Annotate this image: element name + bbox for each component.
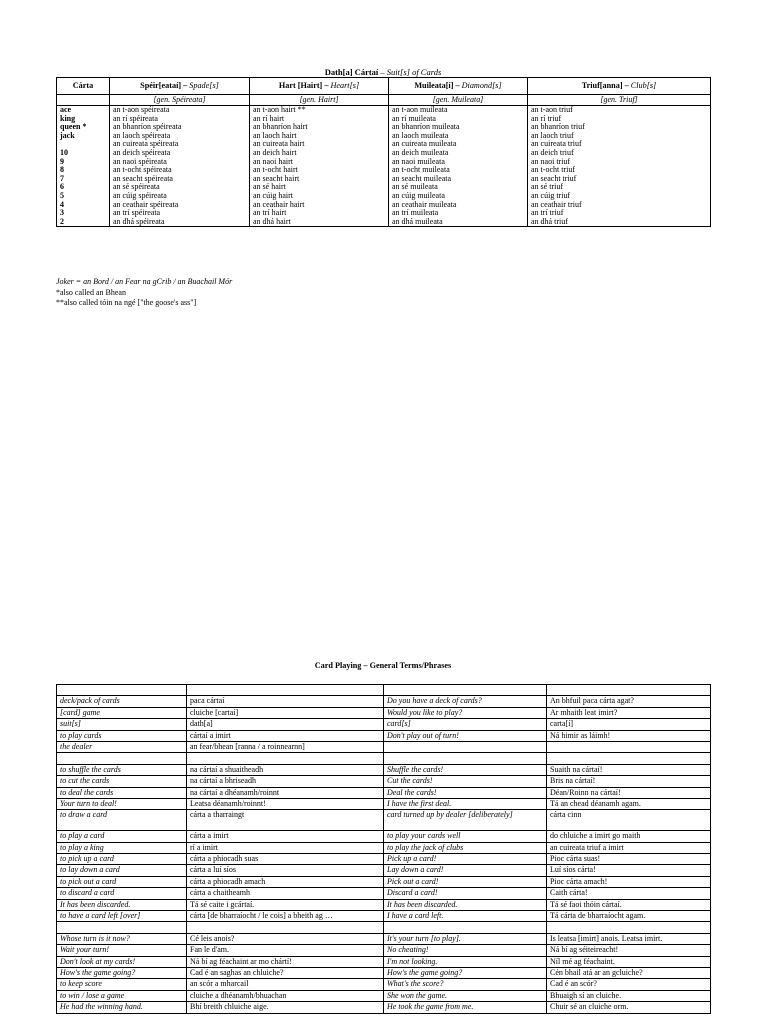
irish-phrase-cell: Leatsa déanamh/roinnt! — [187, 798, 384, 809]
irish-phrase-cell: paca cártaí — [187, 696, 384, 707]
card-name-cell: an rí spéireata — [110, 115, 250, 124]
card-name-cell: an ceathair muileata — [389, 201, 528, 210]
card-name-cell: an deich triuf — [528, 149, 711, 158]
card-name-cell: an ceathair hairt — [250, 201, 389, 210]
suits-table-body — [57, 106, 711, 227]
rank-cell: 10 — [57, 149, 110, 158]
irish-phrase-cell: cártaí a imirt — [187, 730, 384, 741]
card-name-cell: an sé triuf — [528, 183, 711, 192]
irish-phrase-cell: An bhfuil paca cárta agat? — [547, 696, 711, 707]
english-phrase-cell: to cut the cards — [57, 776, 187, 787]
english-phrase-cell: Pick up a card! — [384, 854, 547, 865]
english-phrase-cell: to pick out a card — [57, 876, 187, 887]
irish-phrase-cell: Tá sé caite i gcártaí. — [187, 899, 384, 910]
phrase-row — [57, 685, 711, 696]
suit-row — [57, 166, 711, 175]
english-phrase-cell: to keep score — [57, 979, 187, 990]
irish-phrase-cell: dath[a] — [187, 719, 384, 730]
phrase-row — [57, 798, 711, 809]
english-phrase-cell: It's your turn [to play]. — [384, 933, 547, 944]
irish-phrase-cell — [547, 741, 711, 752]
phrase-row — [57, 854, 711, 865]
card-name-cell: an t-ocht triuf — [528, 166, 711, 175]
english-phrase-cell: to pick up a card — [57, 854, 187, 865]
irish-phrase-cell: na cártaí a dhéanamh/roinnt — [187, 787, 384, 798]
card-name-cell: an rí muileata — [389, 115, 528, 124]
english-phrase-cell: No cheating! — [384, 945, 547, 956]
card-name-cell: an naoi hairt — [250, 158, 389, 167]
rank-cell: 5 — [57, 192, 110, 201]
english-phrase-cell: card[s] — [384, 719, 547, 730]
english-phrase-cell: [card] game — [57, 707, 187, 718]
irish-phrase-cell: an fear/bhean [ranna / a roinnearnn] — [187, 741, 384, 752]
english-phrase-cell — [384, 753, 547, 764]
english-phrase-cell: Deal the cards! — [384, 787, 547, 798]
suit-row — [57, 123, 711, 132]
english-phrase-cell: to play a card — [57, 831, 187, 842]
english-phrase-cell: Do you have a deck of cards? — [384, 696, 547, 707]
card-name-cell: an laoch triuf — [528, 132, 711, 141]
english-phrase-cell: to have a card left [over] — [57, 911, 187, 922]
card-name-cell: an seacht hairt — [250, 175, 389, 184]
card-name-cell: an bhanríon spéireata — [110, 123, 250, 132]
irish-phrase-cell: Cé leis anois? — [187, 933, 384, 944]
rank-cell: 8 — [57, 166, 110, 175]
irish-phrase-cell: Pioc cárta amach! — [547, 876, 711, 887]
english-phrase-cell: Don't look at my cards! — [57, 956, 187, 967]
card-name-cell: an ceathair spéireata — [110, 201, 250, 210]
irish-phrase-cell: Tá an chead déanamh agam. — [547, 798, 711, 809]
phrase-row — [57, 899, 711, 910]
english-phrase-cell: to play a king — [57, 842, 187, 853]
english-phrase-cell: Lay down a card! — [384, 865, 547, 876]
card-name-cell: an cúig triuf — [528, 192, 711, 201]
irish-phrase-cell — [547, 753, 711, 764]
english-phrase-cell: to play the jack of clubs — [384, 842, 547, 853]
phrase-row — [57, 741, 711, 752]
english-phrase-cell: What's the score? — [384, 979, 547, 990]
phrase-row — [57, 1002, 711, 1013]
header-diamonds: Muileata[í] – Diamond[s] — [389, 78, 528, 95]
irish-phrase-cell: Níl mé ag féachaint. — [547, 956, 711, 967]
card-name-cell: an rí hairt — [250, 115, 389, 124]
genitive-cell: [gen. Triuf] — [528, 95, 711, 106]
irish-phrase-cell — [187, 922, 384, 933]
card-name-cell: an sé spéireata — [110, 183, 250, 192]
card-name-cell: an naoi spéireata — [110, 158, 250, 167]
irish-phrase-cell: Cad é an scór? — [547, 979, 711, 990]
irish-phrase-cell: Ná himir as láimh! — [547, 730, 711, 741]
english-phrase-cell: It has been discarded. — [384, 899, 547, 910]
card-name-cell: an dhá hairt — [250, 218, 389, 227]
english-phrase-cell: He took the game from me. — [384, 1002, 547, 1013]
card-name-cell: an seacht spéireata — [110, 175, 250, 184]
english-phrase-cell: to play cards — [57, 730, 187, 741]
note-ace-hearts: **also called tóin na ngé ["the goose's ass"] — [56, 298, 197, 307]
phrase-row — [57, 990, 711, 1001]
suits-title-irish: Dath[a] Cártaí — [324, 67, 379, 77]
english-phrase-cell: to shuffle the cards — [57, 764, 187, 775]
rank-cell: 2 — [57, 218, 110, 227]
card-name-cell: an t-aon hairt ** — [250, 106, 389, 115]
suits-title-sep: – — [378, 67, 387, 77]
rank-cell: 6 — [57, 183, 110, 192]
card-name-cell: an bhanríon muileata — [389, 123, 528, 132]
suit-row — [57, 183, 711, 192]
phrase-row — [57, 764, 711, 775]
irish-phrase-cell: Fan le d'am. — [187, 945, 384, 956]
irish-phrase-cell: Luí síos cárta! — [547, 865, 711, 876]
irish-phrase-cell: cárta a imirt — [187, 831, 384, 842]
card-name-cell: an seacht muileata — [389, 175, 528, 184]
english-phrase-cell: to lay down a card — [57, 865, 187, 876]
english-phrase-cell: I have a card left. — [384, 911, 547, 922]
card-name-cell: an trí muileata — [389, 209, 528, 218]
irish-phrase-cell: Ná bí ag séiteireacht! — [547, 945, 711, 956]
english-phrase-cell: Whose turn is it now? — [57, 933, 187, 944]
phrase-row — [57, 831, 711, 842]
card-name-cell: an laoch spéireata — [110, 132, 250, 141]
suits-table — [56, 77, 711, 227]
card-name-cell: an t-aon spéireata — [110, 106, 250, 115]
suits-title-english: Suit[s] of Cards — [386, 67, 442, 77]
card-name-cell: an sé hairt — [250, 183, 389, 192]
notes — [56, 277, 232, 309]
irish-phrase-cell: Bhuaigh sí an cluiche. — [547, 990, 711, 1001]
english-phrase-cell: Wait your turn! — [57, 945, 187, 956]
suits-table-title — [56, 67, 710, 77]
irish-phrase-cell: na cártaí a shuaitheadh — [187, 764, 384, 775]
phrase-row — [57, 719, 711, 730]
rank-cell: 3 — [57, 209, 110, 218]
rank-cell: ace — [57, 106, 110, 115]
card-name-cell: an naoi muileata — [389, 158, 528, 167]
english-phrase-cell: I'm not looking. — [384, 956, 547, 967]
phrase-row — [57, 888, 711, 899]
phrase-row — [57, 707, 711, 718]
suit-row — [57, 106, 711, 115]
header-spades: Spéir[eataí] – Spade[s] — [110, 78, 250, 95]
suit-row — [57, 132, 711, 141]
card-name-cell: an deich hairt — [250, 149, 389, 158]
rank-cell: 9 — [57, 158, 110, 167]
card-name-cell: an rí triuf — [528, 115, 711, 124]
rank-cell: 7 — [57, 175, 110, 184]
english-phrase-cell: Don't play out of turn! — [384, 730, 547, 741]
suit-row — [57, 218, 711, 227]
english-phrase-cell: I have the first deal. — [384, 798, 547, 809]
irish-phrase-cell: carta[í] — [547, 719, 711, 730]
phrase-row — [57, 776, 711, 787]
english-phrase-cell: the dealer — [57, 741, 187, 752]
english-phrase-cell: Shuffle the cards! — [384, 764, 547, 775]
card-name-cell: an t-ocht spéireata — [110, 166, 250, 175]
card-name-cell: an cuireata muileata — [389, 140, 528, 149]
card-name-cell: an bhanríon triuf — [528, 123, 711, 132]
card-name-cell: an seacht triuf — [528, 175, 711, 184]
english-phrase-cell — [57, 753, 187, 764]
english-phrase-cell: card turned up by dealer [deliberately] — [384, 810, 547, 831]
phrase-row — [57, 945, 711, 956]
card-name-cell: an cuireata triuf — [528, 140, 711, 149]
suit-row — [57, 140, 711, 149]
english-phrase-cell: It has been discarded. — [57, 899, 187, 910]
irish-phrase-cell: Bhí breith chluiche aige. — [187, 1002, 384, 1013]
card-name-cell: an cúig spéireata — [110, 192, 250, 201]
rank-cell: queen * — [57, 123, 110, 132]
phrase-row — [57, 933, 711, 944]
header-hearts: Hart [Hairt] – Heart[s] — [250, 78, 389, 95]
english-phrase-cell: He had the winning hand. — [57, 1002, 187, 1013]
card-name-cell: an deich spéireata — [110, 149, 250, 158]
card-name-cell: an sé muileata — [389, 183, 528, 192]
english-phrase-cell: to deal the cards — [57, 787, 187, 798]
genitive-cell: [gen. Spéireata] — [110, 95, 250, 106]
phrase-row — [57, 810, 711, 831]
phrase-row — [57, 753, 711, 764]
rank-cell: king — [57, 115, 110, 124]
english-phrase-cell: Your turn to deal! — [57, 798, 187, 809]
card-name-cell: an naoi triuf — [528, 158, 711, 167]
irish-phrase-cell: cluiche [cartaí] — [187, 707, 384, 718]
irish-phrase-cell: Déan/Roinn na cártaí! — [547, 787, 711, 798]
card-name-cell: an cuireata spéireata — [110, 140, 250, 149]
card-name-cell: an trí hairt — [250, 209, 389, 218]
english-phrase-cell: She won the game. — [384, 990, 547, 1001]
irish-phrase-cell: cárta a phiocadh amach — [187, 876, 384, 887]
irish-phrase-cell: Bris na cártaí! — [547, 776, 711, 787]
english-phrase-cell — [384, 741, 547, 752]
irish-phrase-cell: cárta cinn — [547, 810, 711, 831]
irish-phrase-cell: do chluiche a imirt go maith — [547, 831, 711, 842]
phrase-row — [57, 911, 711, 922]
suit-row — [57, 192, 711, 201]
card-name-cell: an dhá spéireata — [110, 218, 250, 227]
english-phrase-cell: to discard a card — [57, 888, 187, 899]
phrases-table-body — [57, 685, 711, 1014]
irish-phrase-cell: cárta a phiocadh suas — [187, 854, 384, 865]
genitive-cell — [57, 95, 110, 106]
genitive-row — [57, 95, 711, 106]
suits-header-row — [57, 78, 711, 95]
card-name-cell: an t-ocht muileata — [389, 166, 528, 175]
english-phrase-cell: Discard a card! — [384, 888, 547, 899]
irish-phrase-cell — [187, 685, 384, 696]
irish-phrase-cell: cluiche a dhéanamh/bhuachan — [187, 990, 384, 1001]
phrase-row — [57, 696, 711, 707]
english-phrase-cell — [384, 922, 547, 933]
irish-phrase-cell: Cad é an saghas an chluiche? — [187, 967, 384, 978]
note-joker: Joker = an Bord / an Fear na gCrib / an Buachail Mór — [56, 277, 233, 286]
genitive-cell: [gen. Muileata] — [389, 95, 528, 106]
irish-phrase-cell: an cuireata triuf a imirt — [547, 842, 711, 853]
card-name-cell: an trí triuf — [528, 209, 711, 218]
english-phrase-cell: to draw a card — [57, 810, 187, 831]
card-name-cell: an t-ocht hairt — [250, 166, 389, 175]
irish-phrase-cell: Pioc cárta suas! — [547, 854, 711, 865]
card-name-cell: an bhanríon hairt — [250, 123, 389, 132]
suit-row — [57, 201, 711, 210]
phrases-table — [56, 684, 711, 1014]
english-phrase-cell — [57, 922, 187, 933]
english-phrase-cell — [384, 685, 547, 696]
irish-phrase-cell: cárta a luí síos — [187, 865, 384, 876]
english-phrase-cell: How's the game going? — [57, 967, 187, 978]
english-phrase-cell: deck/pack of cards — [57, 696, 187, 707]
phrase-row — [57, 842, 711, 853]
card-name-cell: an laoch muileata — [389, 132, 528, 141]
phrase-row — [57, 865, 711, 876]
irish-phrase-cell: cárta a chaitheamh — [187, 888, 384, 899]
rank-cell: jack — [57, 132, 110, 141]
suit-row — [57, 149, 711, 158]
irish-phrase-cell: Ná bí ag féachaint ar mo chártí! — [187, 956, 384, 967]
card-name-cell: an deich muileata — [389, 149, 528, 158]
irish-phrase-cell: rí a imirt — [187, 842, 384, 853]
note-queen: *also called an Bhean — [56, 287, 126, 297]
irish-phrase-cell: Tá sé faoi thóin cártaí. — [547, 899, 711, 910]
english-phrase-cell: to play your cards well — [384, 831, 547, 842]
irish-phrase-cell: an scór a mharcail — [187, 979, 384, 990]
card-name-cell: an laoch hairt — [250, 132, 389, 141]
card-name-cell: an dhá muileata — [389, 218, 528, 227]
phrase-row — [57, 922, 711, 933]
suit-row — [57, 115, 711, 124]
english-phrase-cell — [57, 685, 187, 696]
irish-phrase-cell — [547, 685, 711, 696]
irish-phrase-cell: cárta a tharraingt — [187, 810, 384, 831]
irish-phrase-cell — [187, 753, 384, 764]
irish-phrase-cell: Chuir sé an cluiche orm. — [547, 1002, 711, 1013]
english-phrase-cell: suit[s] — [57, 719, 187, 730]
phrase-row — [57, 979, 711, 990]
irish-phrase-cell — [547, 922, 711, 933]
card-name-cell: an cúig muileata — [389, 192, 528, 201]
card-name-cell: an cuireata hairt — [250, 140, 389, 149]
phrases-table-title: Card Playing – General Terms/Phrases — [314, 661, 452, 670]
rank-cell — [57, 140, 110, 149]
irish-phrase-cell: Is leatsa [imirt] anois. Leatsa imirt. — [547, 933, 711, 944]
card-name-cell: an ceathair triuf — [528, 201, 711, 210]
irish-phrase-cell: na cártaí a bhriseadh — [187, 776, 384, 787]
irish-phrase-cell: Ar mhaith leat imirt? — [547, 707, 711, 718]
english-phrase-cell: Would you like to play? — [384, 707, 547, 718]
irish-phrase-cell: Tá cárta de bharraíocht agam. — [547, 911, 711, 922]
header-clubs: Triuf[anna] – Club[s] — [528, 78, 711, 95]
english-phrase-cell: How's the game going? — [384, 967, 547, 978]
irish-phrase-cell: cárta [de bharraíocht / le cois] a bheith ag … — [187, 911, 384, 922]
phrase-row — [57, 956, 711, 967]
phrase-row — [57, 967, 711, 978]
rank-cell: 4 — [57, 201, 110, 210]
english-phrase-cell: Pick out a card! — [384, 876, 547, 887]
header-card: Cárta — [57, 78, 110, 95]
phrase-row — [57, 876, 711, 887]
phrase-row — [57, 730, 711, 741]
irish-phrase-cell: Caith cárta! — [547, 888, 711, 899]
suit-row — [57, 175, 711, 184]
english-phrase-cell: Cut the cards! — [384, 776, 547, 787]
phrase-row — [57, 787, 711, 798]
irish-phrase-cell: Suaith na cártaí! — [547, 764, 711, 775]
card-name-cell: an dhá triuf — [528, 218, 711, 227]
card-name-cell: an trí spéireata — [110, 209, 250, 218]
genitive-cell: [gen. Hairt] — [250, 95, 389, 106]
suit-row — [57, 209, 711, 218]
irish-phrase-cell: Cén bhail atá ar an gcluiche? — [547, 967, 711, 978]
card-name-cell: an cúig hairt — [250, 192, 389, 201]
card-name-cell: an t-aon muileata — [389, 106, 528, 115]
suit-row — [57, 158, 711, 167]
english-phrase-cell: to win / lose a game — [57, 990, 187, 1001]
card-name-cell: an t-aon triuf — [528, 106, 711, 115]
